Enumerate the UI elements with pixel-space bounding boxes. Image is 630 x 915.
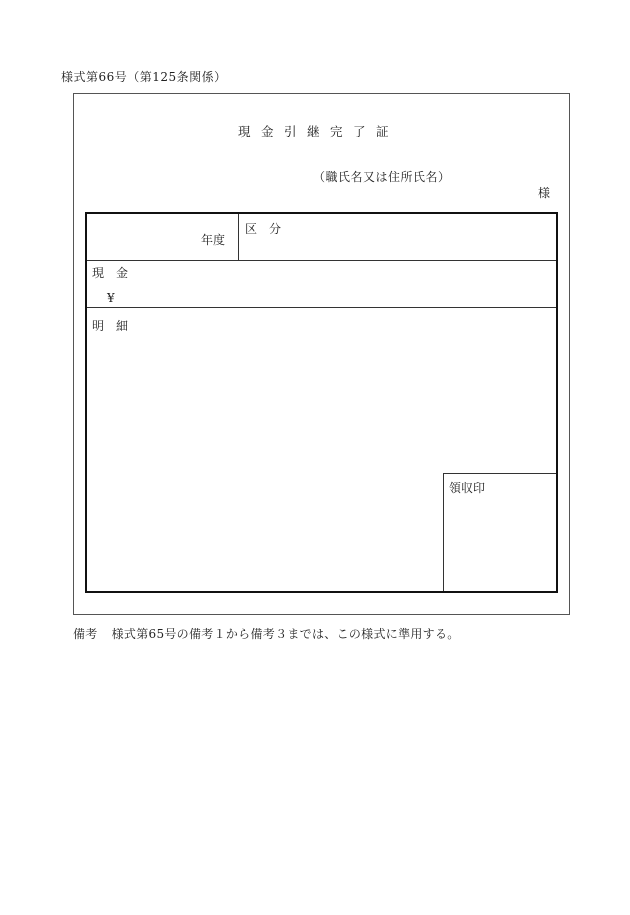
document-title: 現金引継完了証 [238,124,400,139]
honorific: 様 [538,186,551,200]
cash-label: 現 金 [92,266,129,280]
yen-symbol: ¥ [107,291,115,305]
receipt-seal-label: 領収印 [449,481,486,495]
seal-box-left [443,473,444,591]
row-divider-1 [87,260,556,261]
category-label: 区 分 [245,222,282,236]
seal-box-top [443,473,556,474]
year-category-divider [238,214,239,260]
fiscal-year-label: 年度 [201,233,226,247]
details-label: 明 細 [92,319,129,333]
footnote-label: 備考 [73,627,98,641]
cash-transfer-table [85,212,558,593]
footnote [73,625,460,642]
form-number-label: 様式第66号（第125条関係） [61,70,227,84]
footnote-text: 様式第65号の備考１から備考３までは、この様式に準用する。 [111,627,460,641]
addressee-placeholder: （職氏名又は住所氏名） [313,170,451,184]
row-divider-2 [87,307,556,308]
